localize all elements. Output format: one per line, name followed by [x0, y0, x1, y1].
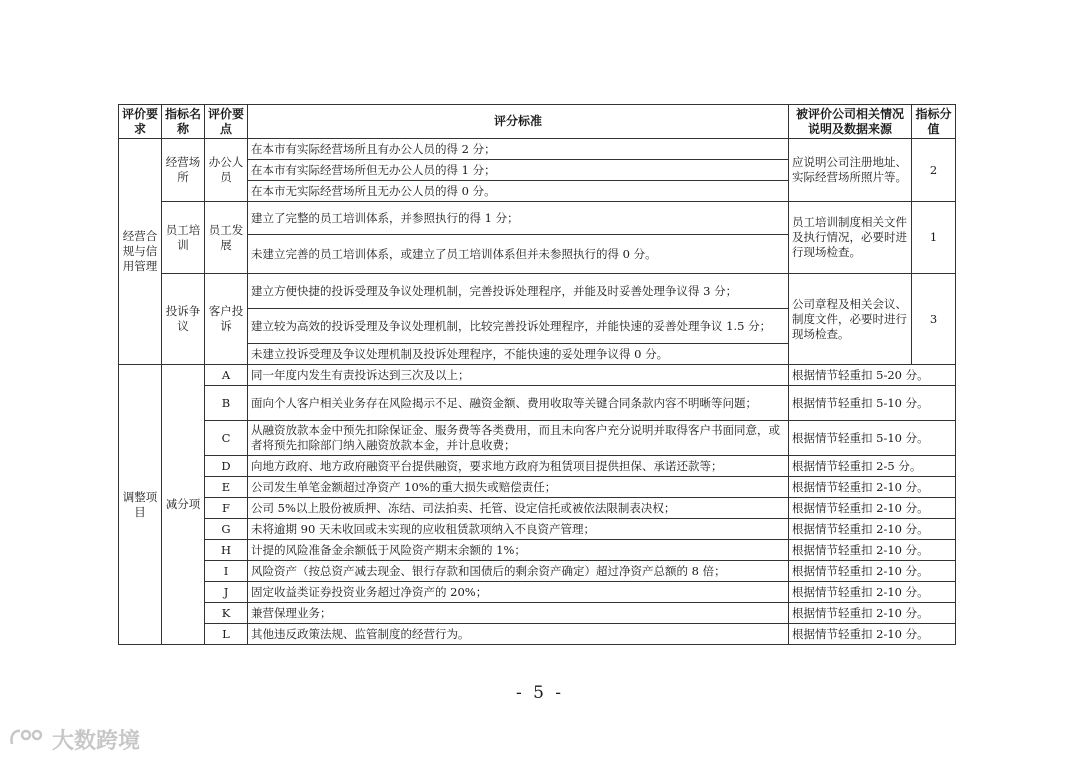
item-code: K — [205, 603, 248, 624]
group-score: 1 — [912, 202, 956, 274]
item-code: D — [205, 456, 248, 477]
table-row — [119, 274, 956, 309]
header-requirement: 评价要求 — [119, 105, 162, 139]
item-deduct: 根据情节轻重扣 5-10 分。 — [789, 421, 956, 456]
item-deduct: 根据情节轻重扣 2-10 分。 — [789, 519, 956, 540]
header-row — [119, 105, 956, 139]
group-source: 员工培训制度相关文件及执行情况，必要时进行现场检查。 — [789, 202, 912, 274]
table-row — [119, 386, 956, 421]
item-text: 计提的风险准备金余额低于风险资产期末余额的 1%； — [248, 540, 789, 561]
item-deduct: 根据情节轻重扣 2-10 分。 — [789, 582, 956, 603]
item-code: G — [205, 519, 248, 540]
criterion: 在本市无实际经营场所且无办公人员的得 0 分。 — [248, 181, 789, 202]
table-row — [119, 498, 956, 519]
header-indicator-name: 指标名称 — [162, 105, 205, 139]
item-text: 公司 5%以上股份被质押、冻结、司法拍卖、托管、设定信托或被依法限制表决权； — [248, 498, 789, 519]
table-row — [119, 519, 956, 540]
item-text: 同一年度内发生有责投诉达到三次及以上； — [248, 365, 789, 386]
page-number: - 5 - — [515, 683, 565, 703]
watermark — [8, 724, 140, 755]
criterion: 在本市有实际经营场所但无办公人员的得 1 分； — [248, 160, 789, 181]
section2-sub: 减分项 — [162, 365, 205, 645]
criterion: 建立较为高效的投诉受理及争议处理机制，比较完善投诉处理程序，并能快速的妥善处理争议 1.5 分； — [248, 309, 789, 344]
criterion: 建立了完整的员工培训体系，并参照执行的得 1 分； — [248, 202, 789, 235]
criterion: 在本市有实际经营场所且有办公人员的得 2 分； — [248, 139, 789, 160]
item-deduct: 根据情节轻重扣 2-10 分。 — [789, 603, 956, 624]
table-row — [119, 624, 956, 645]
table-row — [119, 421, 956, 456]
group-score: 3 — [912, 274, 956, 365]
item-code: B — [205, 386, 248, 421]
item-text: 从融资放款本金中预先扣除保证金、服务费等各类费用，而且未向客户充分说明并取得客户书面同意，或者将预先扣除部门纳入融资放款本金，并计息收费； — [248, 421, 789, 456]
watermark-logo-icon — [8, 726, 48, 754]
item-text: 面向个人客户相关业务存在风险揭示不足、融资金额、费用收取等关键合同条款内容不明晰等问题； — [248, 386, 789, 421]
item-text: 兼营保理业务； — [248, 603, 789, 624]
item-code: E — [205, 477, 248, 498]
item-code: L — [205, 624, 248, 645]
item-text: 未将逾期 90 天未收回或未实现的应收租赁款项纳入不良资产管理； — [248, 519, 789, 540]
table-row — [119, 582, 956, 603]
table-row — [119, 365, 956, 386]
table-row — [119, 540, 956, 561]
item-code: F — [205, 498, 248, 519]
item-text: 向地方政府、地方政府融资平台提供融资，要求地方政府为租赁项目提供担保、承诺还款等； — [248, 456, 789, 477]
table-row — [119, 139, 956, 160]
header-scoring-standard: 评分标准 — [248, 105, 789, 139]
header-evaluation-point: 评价要点 — [205, 105, 248, 139]
item-code: A — [205, 365, 248, 386]
group-source: 应说明公司注册地址、实际经营场所照片等。 — [789, 139, 912, 202]
item-code: H — [205, 540, 248, 561]
item-text: 固定收益类证券投资业务超过净资产的 20%； — [248, 582, 789, 603]
group-source: 公司章程及相关会议、制度文件，必要时进行现场检查。 — [789, 274, 912, 365]
item-text: 其他违反政策法规、监管制度的经营行为。 — [248, 624, 789, 645]
group-score: 2 — [912, 139, 956, 202]
item-code: I — [205, 561, 248, 582]
item-text: 公司发生单笔金额超过净资产 10%的重大损失或赔偿责任； — [248, 477, 789, 498]
table-row — [119, 561, 956, 582]
watermark-text: 大数跨境 — [52, 729, 141, 754]
header-score: 指标分值 — [912, 105, 956, 139]
table-row — [119, 603, 956, 624]
evaluation-table — [118, 104, 956, 645]
item-deduct: 根据情节轻重扣 2-10 分。 — [789, 540, 956, 561]
table-row — [119, 456, 956, 477]
group-name: 员工培训 — [162, 202, 205, 274]
group-point: 客户投诉 — [205, 274, 248, 365]
group-name: 投诉争议 — [162, 274, 205, 365]
item-deduct: 根据情节轻重扣 5-20 分。 — [789, 365, 956, 386]
item-deduct: 根据情节轻重扣 2-10 分。 — [789, 477, 956, 498]
item-deduct: 根据情节轻重扣 2-10 分。 — [789, 624, 956, 645]
group-name: 经营场所 — [162, 139, 205, 202]
section2-label: 调整项目 — [119, 365, 162, 645]
group-point: 办公人员 — [205, 139, 248, 202]
item-text: 风险资产（按总资产减去现金、银行存款和国债后的剩余资产确定）超过净资产总额的 8 倍； — [248, 561, 789, 582]
criterion: 未建立完善的员工培训体系，或建立了员工培训体系但并未参照执行的得 0 分。 — [248, 235, 789, 274]
table-row — [119, 477, 956, 498]
group-point: 员工发展 — [205, 202, 248, 274]
item-deduct: 根据情节轻重扣 5-10 分。 — [789, 386, 956, 421]
item-deduct: 根据情节轻重扣 2-10 分。 — [789, 561, 956, 582]
table-row — [119, 202, 956, 235]
header-data-source: 被评价公司相关情况说明及数据来源 — [789, 105, 912, 139]
item-deduct: 根据情节轻重扣 2-10 分。 — [789, 498, 956, 519]
criterion: 建立方便快捷的投诉受理及争议处理机制，完善投诉处理程序，并能及时妥善处理争议得 3 分； — [248, 274, 789, 309]
item-code: J — [205, 582, 248, 603]
item-deduct: 根据情节轻重扣 2-5 分。 — [789, 456, 956, 477]
criterion: 未建立投诉受理及争议处理机制及投诉处理程序，不能快速的妥处理争议得 0 分。 — [248, 344, 789, 365]
section1-label: 经营合规与信用管理 — [119, 139, 162, 365]
item-code: C — [205, 421, 248, 456]
